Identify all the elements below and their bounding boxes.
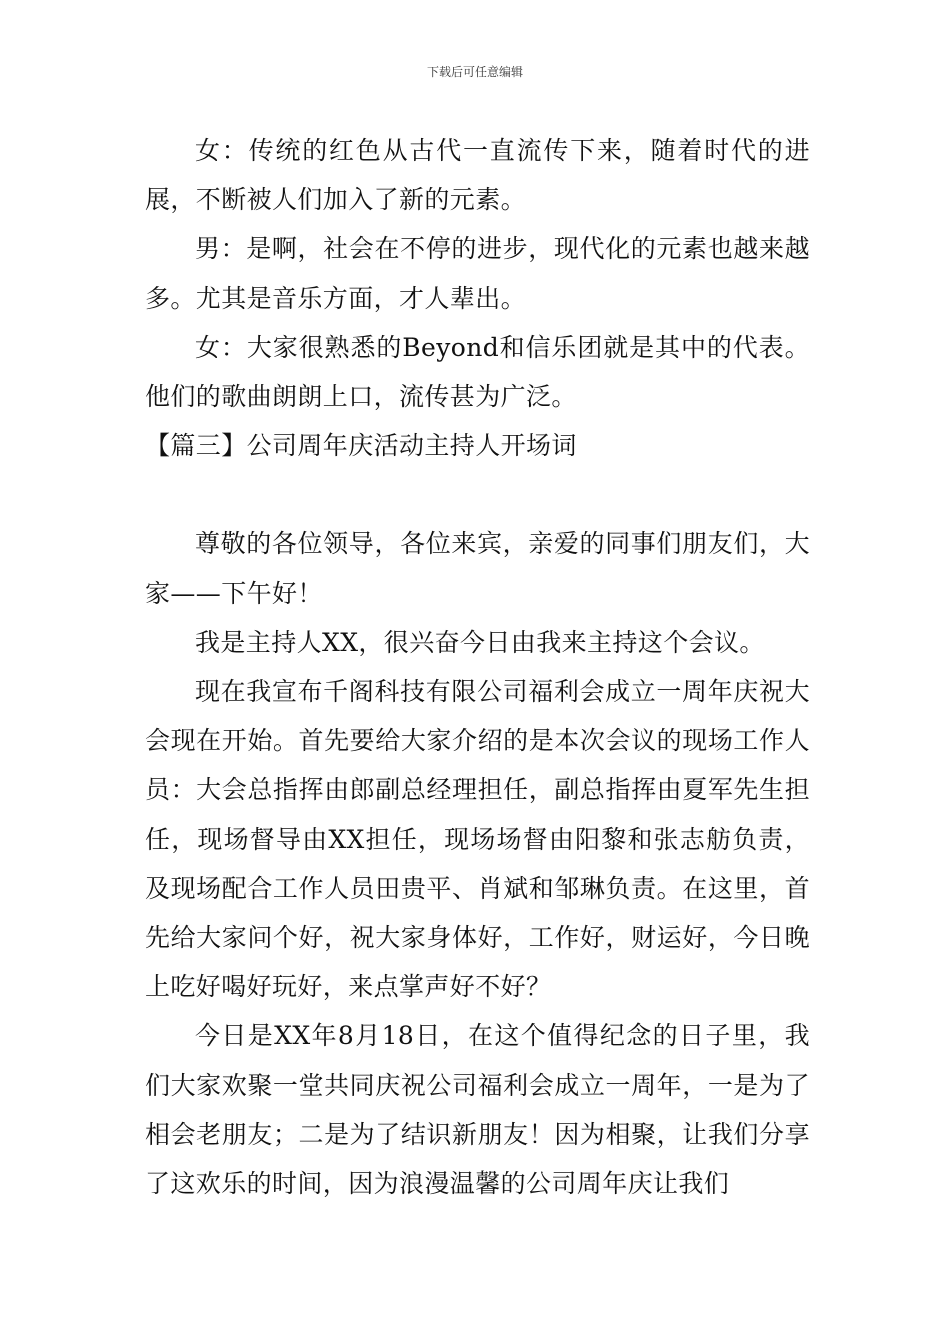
blank-line xyxy=(145,470,810,519)
dialogue-paragraph: 男：是啊，社会在不停的进步，现代化的元素也越来越多。尤其是音乐方面，才人辈出。 xyxy=(145,234,810,313)
body-paragraph: 今日是XX年8月18日，在这个值得纪念的日子里，我们大家欢聚一堂共同庆祝公司福利会成立一周年，一是为了相会老朋友；二是为了结识新朋友！因为相聚，让我们分享了这欢乐的时间，因为浪漫温馨的公司周年庆让我们 xyxy=(145,1021,810,1199)
body-paragraph: 我是主持人XX，很兴奋今日由我来主持这个会议。 xyxy=(195,627,765,657)
dialogue-paragraph: 女：大家很熟悉的Beyond和信乐团就是其中的代表。他们的歌曲朗朗上口，流传甚为广泛。 xyxy=(145,332,810,412)
body-paragraph: 现在我宣布千阁科技有限公司福利会成立一周年庆祝大会现在开始。首先要给大家介绍的是本次会议的现场工作人员：大会总指挥由郎副总经理担任，副总指挥由夏军先生担任，现场督导由XX担任，现场场督由阳黎和张志舫负责，及现场配合工作人员田贵平、肖斌和邹琳负责。在这里，首先给大家问个好，祝大家身体好，工作好，财运好，今日晚上吃好喝好玩好，来点掌声好不好？ xyxy=(145,677,810,1002)
document-body xyxy=(145,126,810,1208)
dialogue-paragraph: 女：传统的红色从古代一直流传下来，随着时代的进展，不断被人们加入了新的元素。 xyxy=(145,136,810,215)
body-paragraph: 尊敬的各位领导，各位来宾，亲爱的同事们朋友们，大家——下午好！ xyxy=(145,529,810,608)
page-header: 下载后可任意编辑 xyxy=(426,65,523,79)
section-title: 【篇三】公司周年庆活动主持人开场词 xyxy=(145,431,577,461)
